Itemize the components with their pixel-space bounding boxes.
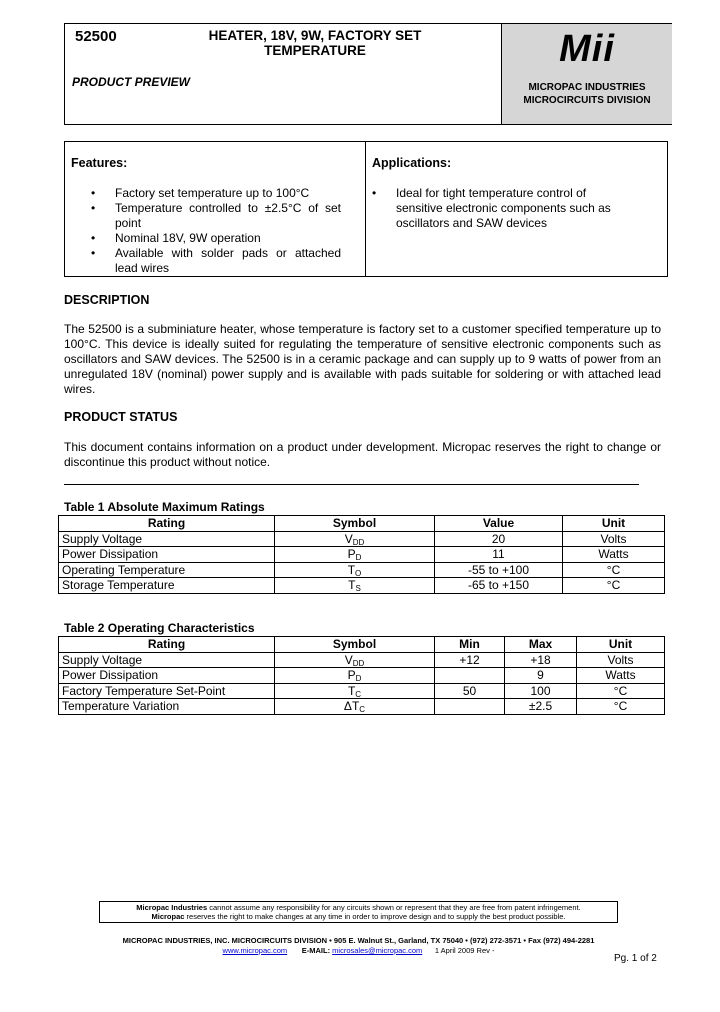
part-number: 52500 bbox=[75, 28, 117, 45]
email-link[interactable]: microsales@micropac.com bbox=[332, 946, 423, 955]
table-row bbox=[59, 531, 665, 547]
disclaimer-box bbox=[99, 901, 618, 923]
product-status-heading: PRODUCT STATUS bbox=[64, 410, 178, 424]
rating-cell: Storage Temperature bbox=[59, 578, 275, 594]
symbol-cell: $V_{DD}$ bbox=[275, 531, 435, 547]
table-row bbox=[59, 578, 665, 594]
rating-cell: Supply Voltage bbox=[59, 652, 275, 668]
rating-cell: Temperature Variation bbox=[59, 699, 275, 715]
symbol-cell: $V_{DD}$ bbox=[275, 652, 435, 668]
disclaimer-line-2: Micropac reserves the right to make changes at any time in order to improve design and to supply the best product possible. bbox=[151, 912, 566, 921]
bullet-icon: • bbox=[91, 231, 96, 245]
document-header bbox=[64, 23, 672, 125]
feature-text: Temperature controlled to ±2.5°C of set point bbox=[115, 201, 341, 230]
bullet-icon: • bbox=[372, 186, 377, 200]
column-header: Symbol bbox=[275, 516, 435, 532]
contact-line bbox=[99, 946, 618, 956]
revision-date: 1 April 2009 Rev - bbox=[434, 946, 495, 955]
feature-text: Available with solder pads or attached lead wires bbox=[115, 246, 341, 275]
unit-cell: Watts bbox=[577, 668, 665, 684]
company-logo: Mii bbox=[559, 28, 615, 70]
symbol-cell: $T_C$ bbox=[275, 683, 435, 699]
min-cell: 50 bbox=[435, 683, 505, 699]
symbol-cell: $T_S$ bbox=[275, 578, 435, 594]
table-header-row bbox=[59, 637, 665, 653]
list-item bbox=[91, 201, 341, 231]
table1-caption: Table 1 Absolute Maximum Ratings bbox=[64, 500, 265, 514]
rating-cell: Power Dissipation bbox=[59, 668, 275, 684]
column-header: Unit bbox=[563, 516, 665, 532]
column-header: Value bbox=[435, 516, 563, 532]
applications-list bbox=[372, 186, 612, 231]
list-item bbox=[91, 246, 341, 276]
list-item bbox=[372, 186, 612, 231]
list-item bbox=[91, 231, 341, 246]
value-cell: -65 to +150 bbox=[435, 578, 563, 594]
max-cell: 9 bbox=[505, 668, 577, 684]
title-line-1: HEATER, 18V, 9W, FACTORY SET bbox=[208, 28, 422, 43]
title-line-2: TEMPERATURE bbox=[264, 43, 366, 58]
document-title bbox=[185, 28, 445, 58]
table-row bbox=[59, 699, 665, 715]
unit-cell: Volts bbox=[577, 652, 665, 668]
disclaimer-line-1: Micropac Industries cannot assume any responsibility for any circuits shown or represent that they are free from patent infringement. bbox=[136, 903, 581, 912]
table-row bbox=[59, 547, 665, 563]
company-address: MICROPAC INDUSTRIES, INC. MICROCIRCUITS DIVISION • 905 E. Walnut St., Garland, TX 75040 • (972) 272-3571 • Fax (972) 494-2281 bbox=[122, 936, 595, 945]
column-header: Max bbox=[505, 637, 577, 653]
operating-characteristics-table bbox=[58, 636, 665, 715]
symbol-cell: $T_O$ bbox=[275, 562, 435, 578]
unit-cell: °C bbox=[563, 578, 665, 594]
feature-text: Factory set temperature up to 100°C bbox=[115, 186, 310, 200]
product-preview-label: PRODUCT PREVIEW bbox=[72, 75, 191, 89]
bullet-icon: • bbox=[91, 201, 96, 215]
rating-cell: Operating Temperature bbox=[59, 562, 275, 578]
min-cell bbox=[435, 699, 505, 715]
features-list bbox=[91, 186, 341, 276]
table-row bbox=[59, 683, 665, 699]
list-item bbox=[91, 186, 341, 201]
max-cell: +18 bbox=[505, 652, 577, 668]
company-logo-panel bbox=[501, 24, 672, 124]
rating-cell: Supply Voltage bbox=[59, 531, 275, 547]
application-text: Ideal for tight temperature control of sensitive electronic components such as oscillators and SAW devices bbox=[396, 186, 611, 230]
table-row bbox=[59, 652, 665, 668]
min-cell: +12 bbox=[435, 652, 505, 668]
header-left-panel bbox=[65, 24, 501, 124]
page-number: Pg. 1 of 2 bbox=[614, 953, 657, 964]
section-divider bbox=[64, 484, 639, 485]
min-cell bbox=[435, 668, 505, 684]
rating-cell: Power Dissipation bbox=[59, 547, 275, 563]
symbol-cell: $\Delta T_C$ bbox=[275, 699, 435, 715]
website-link[interactable]: www.micropac.com bbox=[222, 946, 288, 955]
description-text: The 52500 is a subminiature heater, whose temperature is factory set to a customer specified temperature up to 100°C. This device is ideally suited for regulating the temperature of sensitive electronic components such as oscillators and SAW devices. The 52500 is in a ceramic package and can supply up to 9 watts of power from an unregulated 18V (nominal) power supply and is available with pads suitable for soldering or with attached lead wires. bbox=[64, 322, 661, 396]
symbol-cell: $P_D$ bbox=[275, 547, 435, 563]
max-cell: ±2.5 bbox=[505, 699, 577, 715]
unit-cell: °C bbox=[563, 562, 665, 578]
rating-cell: Factory Temperature Set-Point bbox=[59, 683, 275, 699]
applications-heading: Applications: bbox=[372, 156, 452, 170]
absolute-max-ratings-table bbox=[58, 515, 665, 594]
value-cell: -55 to +100 bbox=[435, 562, 563, 578]
company-name-line-2: MICROCIRCUITS DIVISION bbox=[523, 95, 651, 106]
company-name bbox=[502, 81, 672, 107]
table-row bbox=[59, 668, 665, 684]
table-row bbox=[59, 562, 665, 578]
column-header: Min bbox=[435, 637, 505, 653]
product-status-text: This document contains information on a product under development. Micropac reserves the right to change or discontinue this product without notice. bbox=[64, 440, 661, 469]
unit-cell: Volts bbox=[563, 531, 665, 547]
bullet-icon: • bbox=[91, 186, 96, 200]
features-column bbox=[65, 142, 365, 276]
unit-cell: °C bbox=[577, 683, 665, 699]
table2-caption: Table 2 Operating Characteristics bbox=[64, 621, 255, 635]
value-cell: 20 bbox=[435, 531, 563, 547]
column-header: Rating bbox=[59, 637, 275, 653]
feature-text: Nominal 18V, 9W operation bbox=[115, 231, 261, 245]
unit-cell: °C bbox=[577, 699, 665, 715]
table-header-row bbox=[59, 516, 665, 532]
column-header: Unit bbox=[577, 637, 665, 653]
applications-column bbox=[365, 142, 668, 276]
features-heading: Features: bbox=[71, 156, 128, 170]
column-header: Rating bbox=[59, 516, 275, 532]
email-label: E-MAIL: bbox=[301, 946, 331, 955]
symbol-cell: $P_D$ bbox=[275, 668, 435, 684]
company-name-line-1: MICROPAC INDUSTRIES bbox=[528, 82, 646, 93]
bullet-icon: • bbox=[91, 246, 96, 260]
value-cell: 11 bbox=[435, 547, 563, 563]
max-cell: 100 bbox=[505, 683, 577, 699]
features-applications-box bbox=[64, 141, 668, 277]
description-heading: DESCRIPTION bbox=[64, 293, 150, 307]
unit-cell: Watts bbox=[563, 547, 665, 563]
column-header: Symbol bbox=[275, 637, 435, 653]
